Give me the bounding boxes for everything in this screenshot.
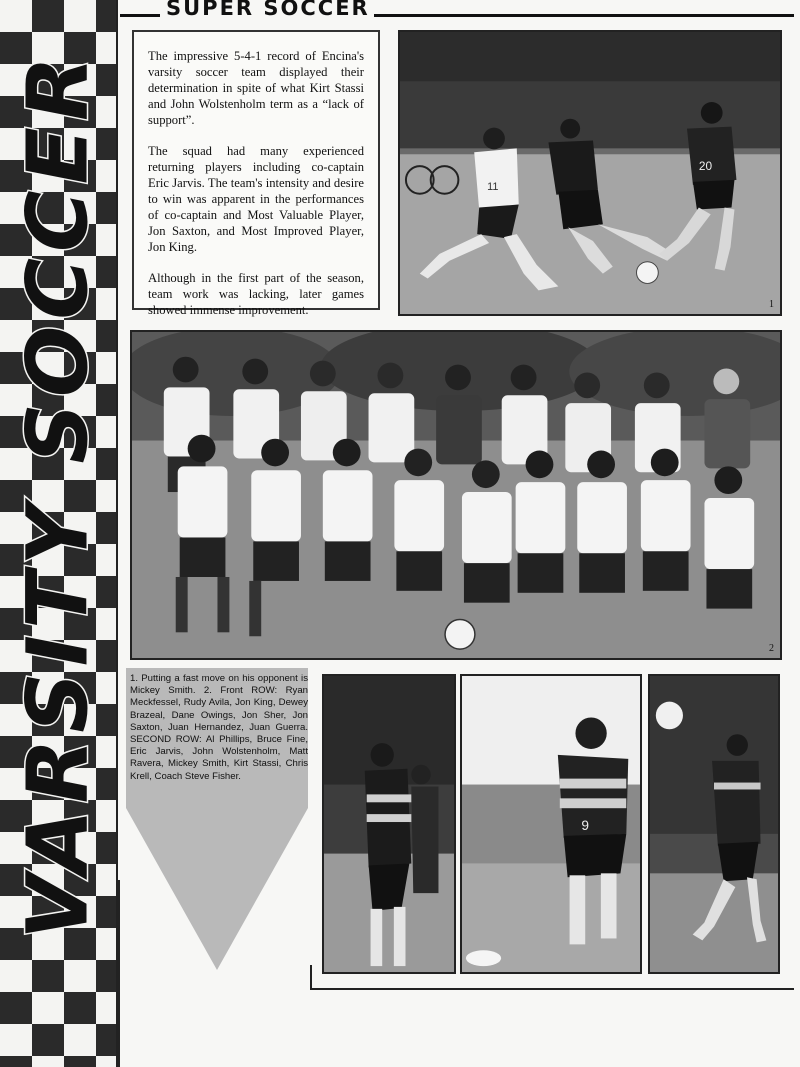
vertical-title <box>8 50 108 940</box>
action-photo-3 <box>322 674 456 974</box>
intro-paragraph: The impressive 5-4-1 record of Encina's varsity soccer team displayed their determination in spite of what Kirt Stassi and John Wolstenholm term as a “lack of support”. <box>148 49 364 127</box>
action-photo-3-image <box>324 676 454 972</box>
jersey-number: 11 <box>487 180 499 193</box>
action-photo-1 <box>398 30 782 316</box>
frame-line <box>310 988 794 990</box>
photo-number: 2 <box>769 643 774 654</box>
action-photo-5 <box>648 674 780 974</box>
frame-line <box>118 880 120 1067</box>
jersey-number: 20 <box>698 159 713 174</box>
frame-line <box>310 965 312 990</box>
action-photo-4-image <box>462 676 640 972</box>
page-title: SUPER SOCCER <box>162 0 374 20</box>
jersey-number: 9 <box>581 817 589 833</box>
intro-text-box <box>132 30 380 317</box>
action-photo-4 <box>460 674 642 974</box>
photo-number: 1 <box>769 299 774 310</box>
team-photo <box>130 330 782 660</box>
team-photo-image <box>132 332 780 658</box>
action-photo-1-image <box>400 32 780 314</box>
header-rule-right <box>350 14 794 17</box>
intro-paragraph: Although in the first part of the season, team work was lacking, later games showed immense improvement. <box>148 271 364 317</box>
vertical-title-text: VARSITY SOCCER <box>9 50 108 940</box>
action-photo-5-image <box>650 676 778 972</box>
photo-caption: 1. Putting a fast move on his opponent is Mickey Smith. 2. Front ROW: Ryan Meckfessel, Rudy Avila, Jon King, Dewey Brazeal, Dane Owings, Jon Sher, Jon Saxton, Juan Hernandez, Juan Guerra. SECOND ROW: Al Phillips, Bruce Fine, Eric Jarvis, John Wolstenholm, Matt Ravera, Mickey Smith, Kirt Stassi, Chris Krell, Coach Steve Fisher. <box>130 673 308 782</box>
header-rule-left <box>120 14 160 17</box>
intro-paragraph: The squad had many experienced returning players including co-captain Eric Jarvis. The team's intensity and desire to win was apparent in the performances of co-captain and Most Valuable Player, Jon Saxton, and Most Improved Player, Jon King. <box>148 144 364 254</box>
